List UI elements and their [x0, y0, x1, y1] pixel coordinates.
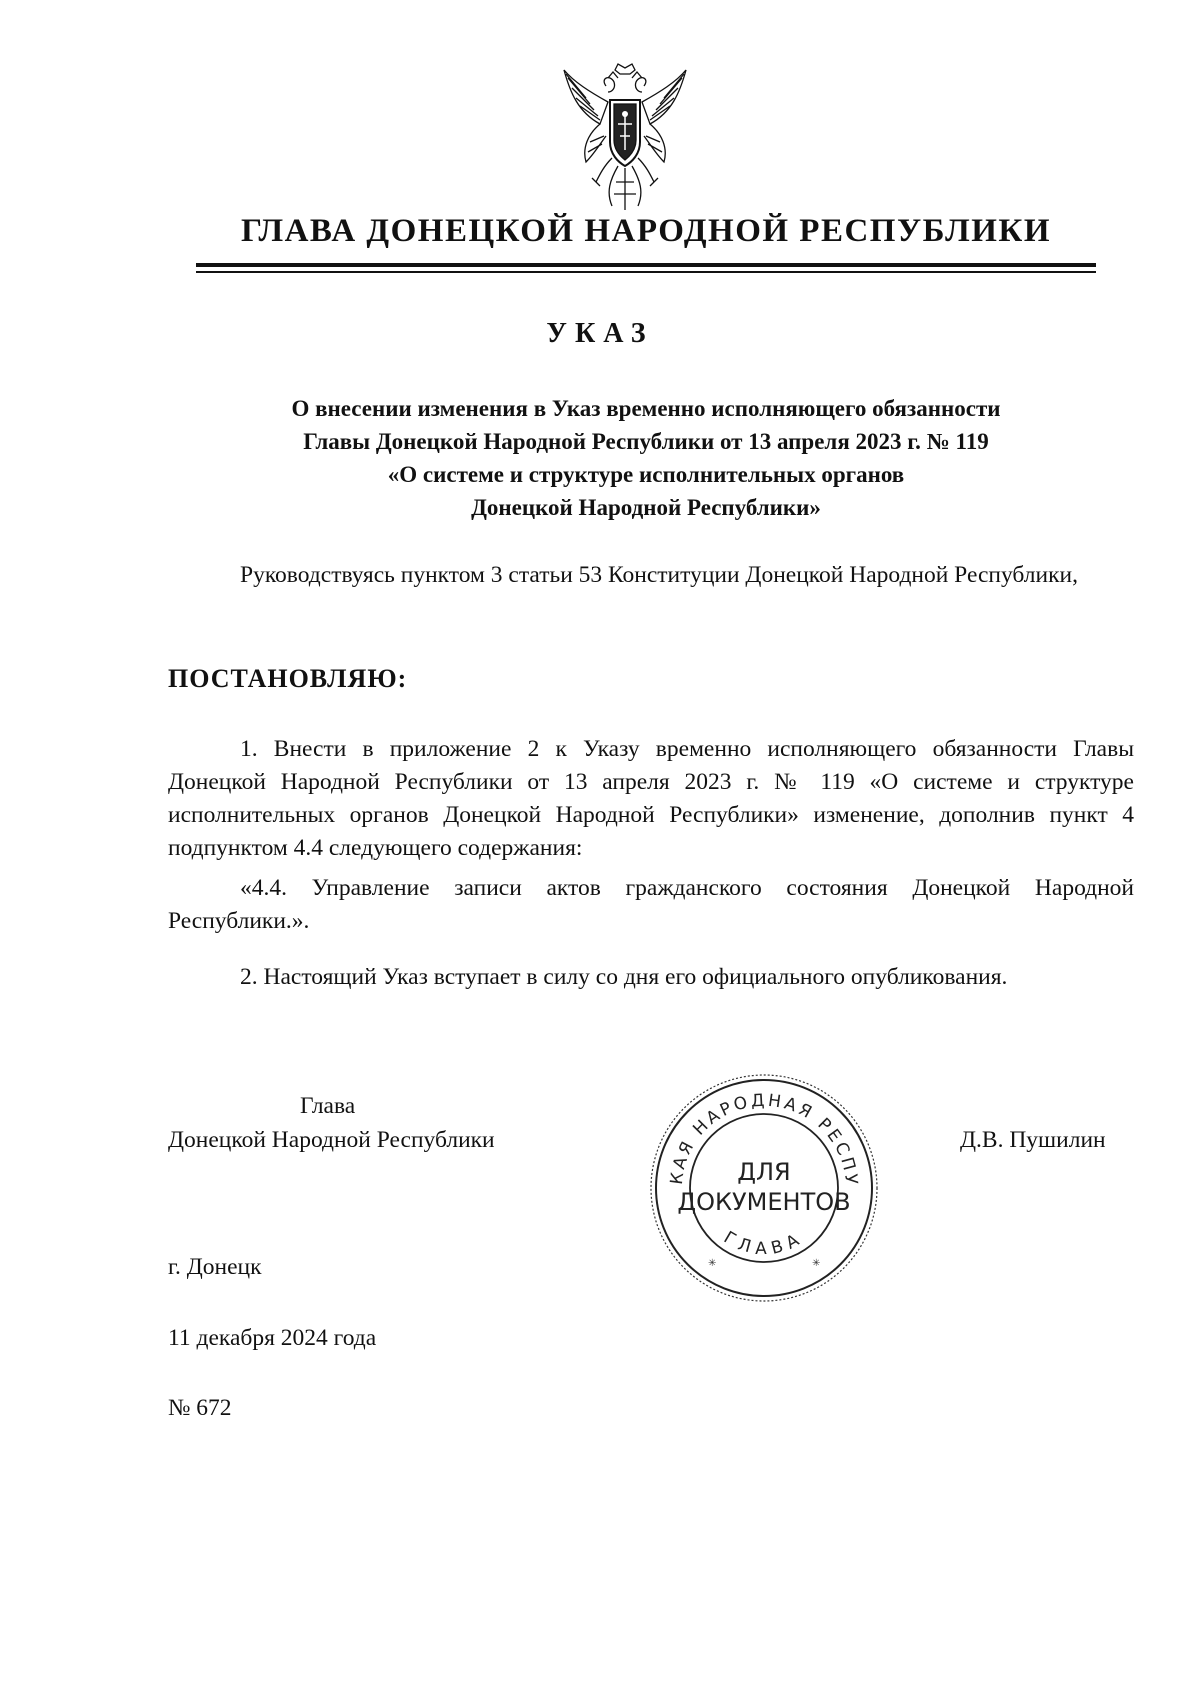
decree-number: № 672: [168, 1395, 232, 1421]
coat-of-arms-emblem: [560, 62, 690, 214]
seal-outer-text: КАЯ НАРОДНАЯ РЕСПУ: [666, 1090, 862, 1189]
official-seal: [644, 1068, 884, 1308]
document-type-title: УКАЗ: [546, 318, 654, 349]
seal-star-icon: ✳: [708, 1258, 717, 1269]
item-paragraph-1: 1. Внести в приложение 2 к Указу временно исполняющего обязанности Главы Донецкой Народной Республики от 13 апреля 2023 г. № 119 «О системе и структуре исполнительных органов Донецкой Народной Республики» изменение, дополнив пункт 4 подпунктом 4.4 следующего содержания:: [168, 736, 1134, 861]
resolve-heading: ПОСТАНОВЛЯЮ:: [168, 664, 408, 693]
seal-center-line1: ДЛЯ: [737, 1158, 791, 1186]
signatory-title-line2: Донецкой Народной Республики: [168, 1127, 495, 1153]
item-paragraph-2: 2. Настоящий Указ вступает в силу со дня его официального опубликования.: [240, 964, 1008, 990]
subject-line: Донецкой Народной Республики»: [471, 495, 821, 520]
seal-center-line2: ДОКУМЕНТОВ: [677, 1188, 851, 1216]
item-paragraph-quote: «4.4. Управление записи актов гражданского состояния Донецкой Народной Республики.».: [168, 875, 1134, 934]
header-rule-thick: [196, 263, 1096, 267]
place-of-signing: г. Донецк: [168, 1254, 262, 1280]
subject-line: «О системе и структуре исполнительных органов: [387, 462, 905, 487]
seal-star-icon: ✳: [812, 1258, 821, 1269]
document-subject: [196, 392, 1096, 524]
signatory-title-line1: Глава: [300, 1093, 356, 1119]
header-rule-thin: [196, 271, 1096, 273]
preamble-paragraph: Руководствуясь пунктом 3 статьи 53 Конституции Донецкой Народной Республики,: [240, 562, 1078, 588]
issuing-authority-heading: ГЛАВА ДОНЕЦКОЙ НАРОДНОЙ РЕСПУБЛИКИ: [240, 213, 1052, 249]
signatory-name: Д.В. Пушилин: [960, 1127, 1106, 1153]
subject-line: Главы Донецкой Народной Республики от 13 апреля 2023 г. № 119: [303, 429, 989, 454]
double-headed-eagle-icon: [560, 62, 690, 214]
svg-text:ГЛАВА: [720, 1228, 808, 1259]
seal-stamp-icon: [644, 1068, 884, 1308]
seal-bottom-text: ГЛАВА: [720, 1227, 808, 1260]
subject-line: О внесении изменения в Указ временно исполняющего обязанности: [291, 396, 1001, 421]
signing-date: 11 декабря 2024 года: [168, 1325, 377, 1351]
